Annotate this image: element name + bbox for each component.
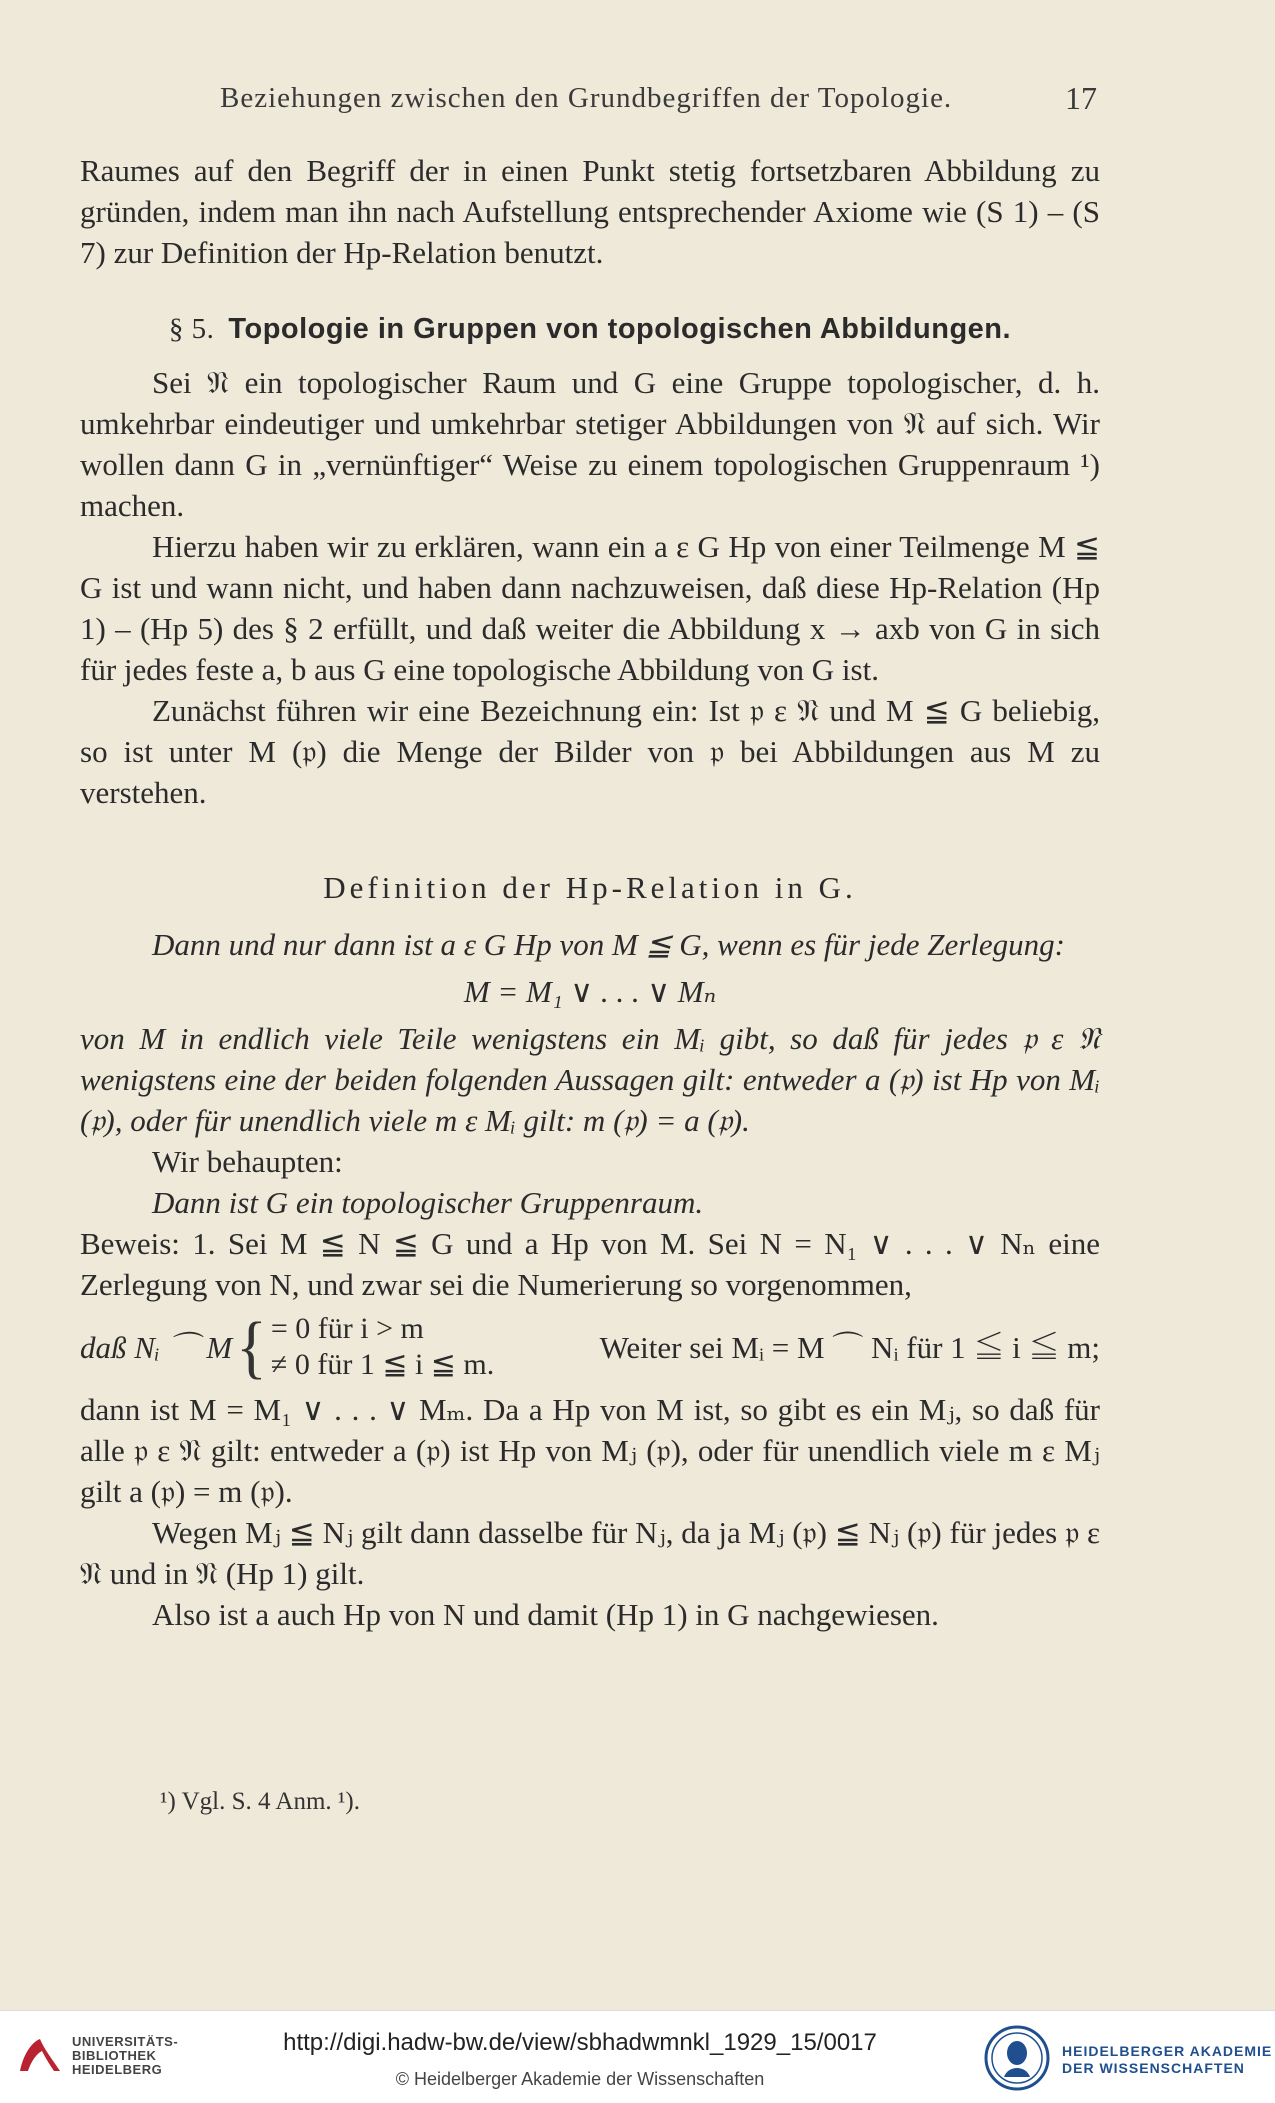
case-line-2: ≠ 0 für 1 ≦ i ≦ m. — [270, 1348, 495, 1381]
paragraph-continued: Raumes auf den Begriff der in einen Punkt stetig fortsetzbaren Abbildung zu gründen, indem man ihn nach Aufstellung entsprechender Axiome wie (S 1) – (S 7) zur Definition der Hp-Relation benutzt. — [80, 153, 1100, 270]
academy-seal-logo-icon — [984, 2025, 1050, 2091]
page-body — [80, 150, 1100, 1635]
claim: Dann ist G ein topologischer Gruppenraum. — [152, 1185, 704, 1220]
definition-heading: Definition der Hp-Relation in G. — [323, 870, 857, 905]
paragraph-intro: Sei 𝔑 ein topologischer Raum und G eine Gruppe topologischer, d. h. umkehrbar eindeutiger und umkehrbar stetiger Abbildungen von 𝔑 auf sich. Wir wollen dann G in „vernünftiger“ Weise zu einem topologischen Gruppenraum ¹) machen. — [80, 365, 1100, 523]
claim-intro: Wir behaupten: — [152, 1144, 343, 1179]
page-number: 17 — [1065, 80, 1097, 116]
paragraph-notation: Zunächst führen wir eine Bezeichnung ein: Ist 𝔭 ε 𝔑 und M ≦ G beliebig, so ist unter M (𝔭) die Menge der Bilder von 𝔭 bei Abbildungen aus M zu verstehen. — [80, 693, 1100, 810]
academy-name: HEIDELBERGER AKADEMIE DER WISSENSCHAFTEN — [1062, 2043, 1273, 2076]
case-line-1: = 0 für i > m — [270, 1312, 424, 1345]
university-library-logo-icon — [14, 2031, 66, 2083]
curly-brace-icon: { — [236, 1307, 267, 1386]
proof-paragraph-4: Also ist a auch Hp von N und damit (Hp 1) in G nachgewiesen. — [152, 1597, 939, 1632]
footer-bar — [0, 2010, 1275, 2103]
paragraph-task: Hierzu haben wir zu erklären, wann ein a ε G Hp von einer Teilmenge M ≦ G ist und wann nicht, und haben dann nachzuweisen, daß diese Hp-Relation (Hp 1) – (Hp 5) des § 2 erfüllt, und daß weiter die Abbildung x → axb von G in sich für jedes feste a, b aus G eine topologische Abbildung von G ist. — [80, 529, 1100, 687]
section-title: Topologie in Gruppen von topologischen Abbildungen. — [228, 313, 1012, 345]
source-url-link[interactable]: http://digi.hadw-bw.de/view/sbhadwmnkl_1929_15/0017 — [283, 2029, 877, 2056]
definition-text-1: Dann und nur dann ist a ε G Hp von M ≦ G, wenn es für jede Zerlegung: — [152, 927, 1066, 962]
proof-paragraph-2: dann ist M = M₁ ∨ . . . ∨ Mₘ. Da a Hp von M ist, so gibt es ein Mⱼ, so daß für alle 𝔭 ε 𝔑 gilt: entweder a (𝔭) ist Hp von Mⱼ (𝔭), oder für unendlich viele m ε Mⱼ gilt a (𝔭) = m (𝔭). — [80, 1392, 1100, 1509]
definition-text-2: von M in endlich viele Teile wenigstens ein Mᵢ gibt, so daß für jedes 𝔭 ε 𝔑 wenigstens eine der beiden folgenden Aussagen gilt: entweder a (𝔭) ist Hp von Mᵢ (𝔭), oder für unendlich viele m ε Mᵢ gilt: m (𝔭) = a (𝔭). — [80, 1021, 1100, 1138]
section-number: § 5. — [168, 313, 215, 345]
university-library-name: UNIVERSITÄTS- BIBLIOTHEK HEIDELBERG — [72, 2034, 179, 2077]
copyright-notice: © Heidelberger Akademie der Wissenschaften — [395, 2069, 765, 2089]
definition-formula: M = M₁ ∨ . . . ∨ Mₙ — [463, 974, 717, 1009]
case-prefix: daß Nᵢ ⌒ M — [80, 1329, 233, 1365]
case-distinction — [80, 1307, 1100, 1386]
running-title: Beziehungen zwischen den Grundbegriffen der Topologie. — [220, 82, 953, 114]
footnote: ¹) Vgl. S. 4 Anm. ¹). — [160, 1788, 360, 1815]
proof-paragraph-1: Beweis: 1. Sei M ≦ N ≦ G und a Hp von M. Sei N = N₁ ∨ . . . ∨ Nₙ eine Zerlegung von N, und zwar sei die Numerierung so vorgenommen, — [80, 1226, 1100, 1302]
case-lines — [271, 1311, 494, 1383]
proof-paragraph-3: Wegen Mⱼ ≦ Nⱼ gilt dann dasselbe für Nⱼ, da ja Mⱼ (𝔭) ≦ Nⱼ (𝔭) für jedes 𝔭 ε 𝔑 und in 𝔑 (Hp 1) gilt. — [80, 1515, 1100, 1591]
section-heading — [80, 309, 1100, 350]
case-after: Weiter sei Mᵢ = M ⌒ Nᵢ für 1 ≦ i ≦ m; — [599, 1329, 1100, 1365]
